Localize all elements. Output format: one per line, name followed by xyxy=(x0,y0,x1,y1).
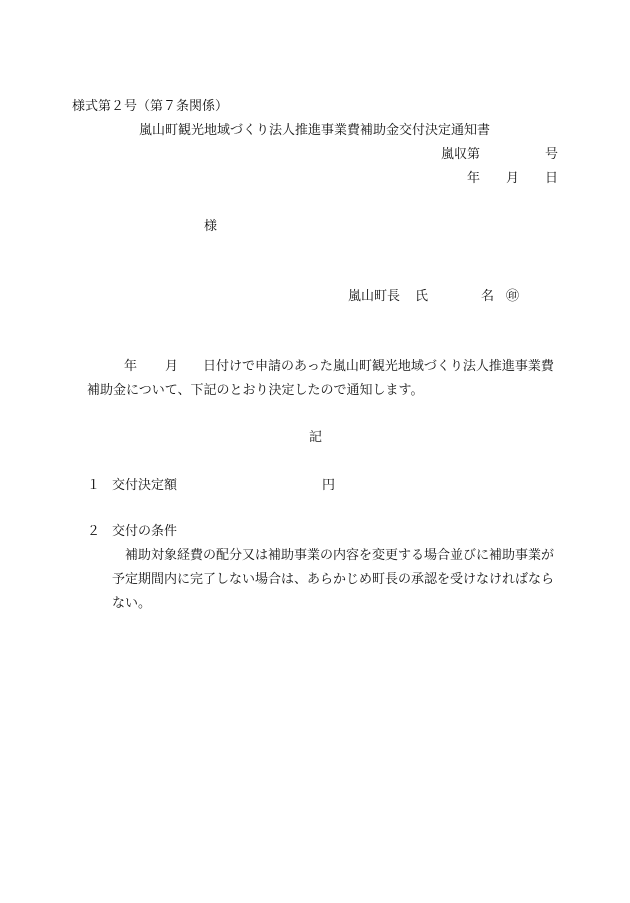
condition-line-2: 予定期間内に完了しない場合は、あらかじめ町長の承認を受けなければなら xyxy=(112,572,555,587)
issuer-title: 嵐山町長 xyxy=(348,289,401,304)
condition-line-3: ない。 xyxy=(112,596,152,611)
body-line1-rest: 日付けで申請のあった嵐山町観光地域づくり法人推進事業費 xyxy=(203,359,554,374)
seal-mark: ㊞ xyxy=(506,289,520,304)
date-day: 日 xyxy=(545,171,559,186)
item-2-number: ２ xyxy=(87,524,101,539)
form-number: 様式第２号（第７条関係） xyxy=(72,99,229,114)
issuer-mei: 名 xyxy=(481,289,495,304)
condition-line-1: 補助対象経費の配分又は補助事業の内容を変更する場合並びに補助事業が xyxy=(125,548,555,563)
addressee-suffix: 様 xyxy=(204,219,218,234)
body-year: 年 xyxy=(124,359,138,374)
document-title: 嵐山町観光地域づくり法人推進事業費補助金交付決定通知書 xyxy=(139,123,491,138)
item-1-label: 交付決定額 xyxy=(112,478,178,493)
ref-suffix: 号 xyxy=(545,147,559,162)
item-1-unit: 円 xyxy=(322,478,336,493)
item-1-number: １ xyxy=(87,478,101,493)
date-year: 年 xyxy=(467,171,481,186)
body-month: 月 xyxy=(165,359,179,374)
body-line2: 補助金について、下記のとおり決定したので通知します。 xyxy=(87,383,424,398)
ki-heading: 記 xyxy=(309,430,323,445)
date-month: 月 xyxy=(506,171,520,186)
issuer-shi: 氏 xyxy=(415,289,429,304)
item-2-label: 交付の条件 xyxy=(112,524,178,539)
ref-prefix: 嵐収第 xyxy=(441,147,481,162)
